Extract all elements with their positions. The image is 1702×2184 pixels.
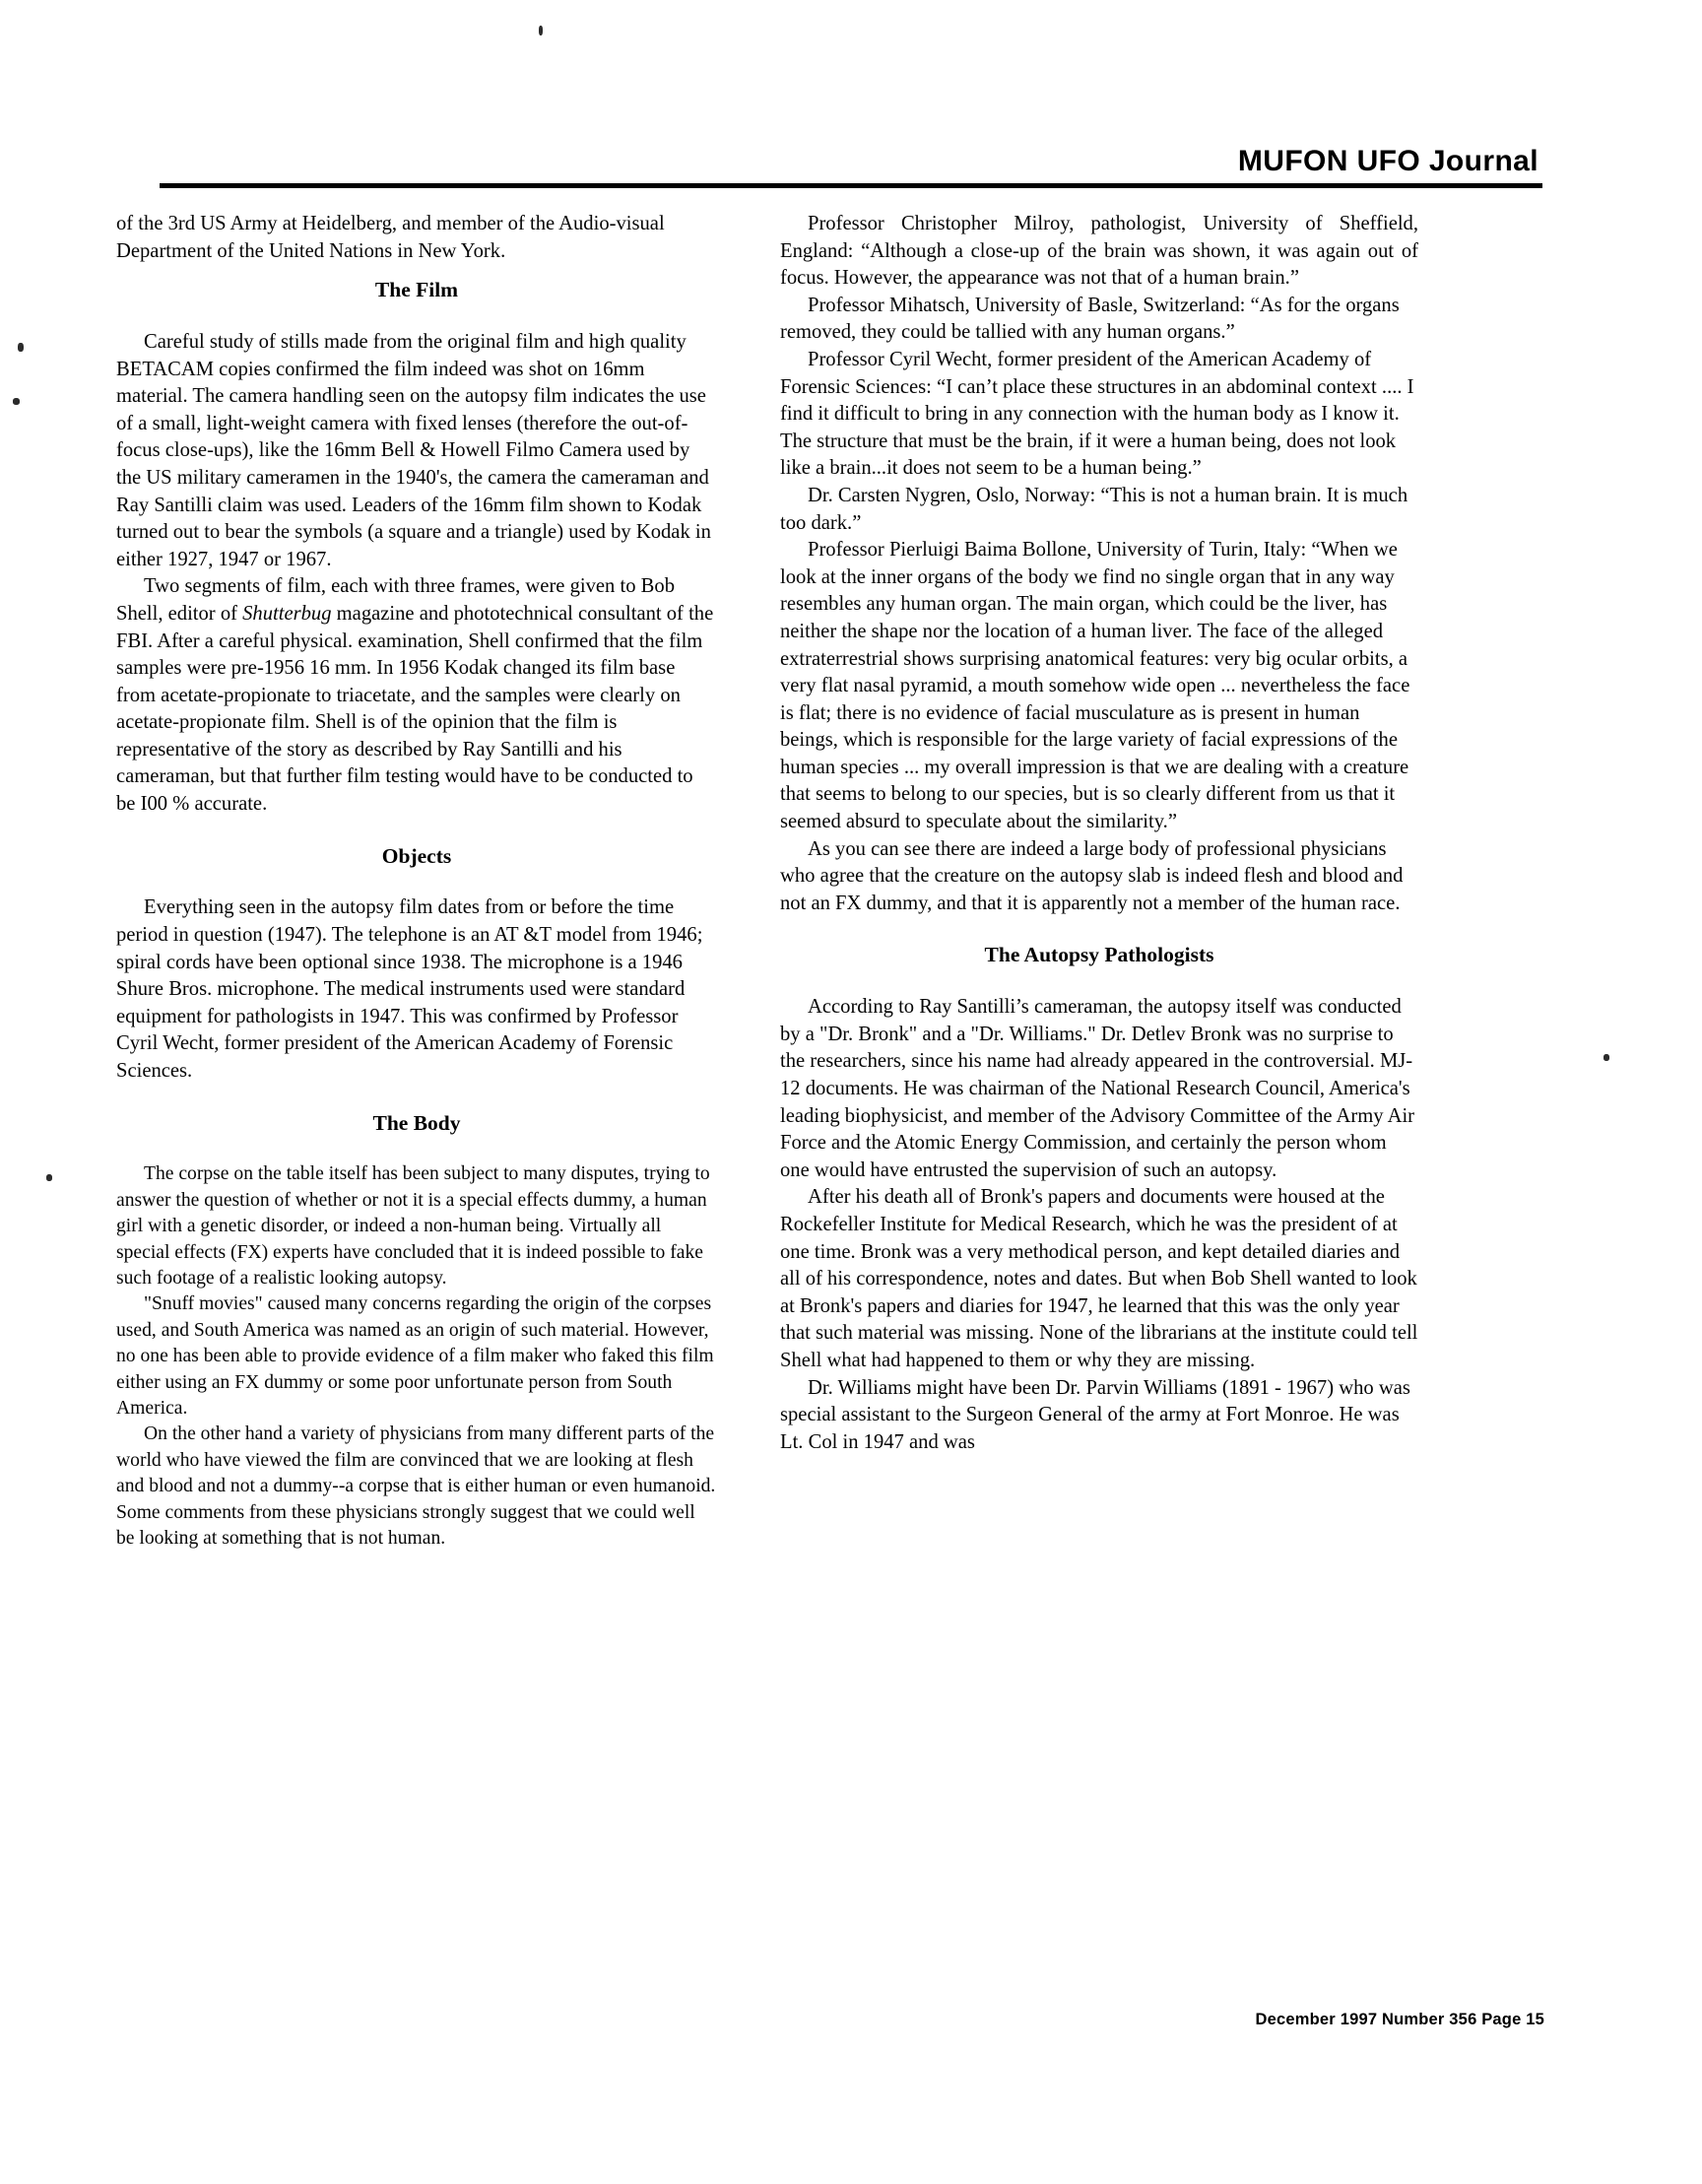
paragraph: "Snuff movies" caused many concerns regarding the origin of the corpses used, and South America was named as an origin of such material. However, no one has been able to provide evidence of a film maker who faked this film either using an FX dummy or some poor unfortunate person from South America. [116,1293,714,1420]
spacer [116,1136,717,1161]
scan-speck [13,398,20,405]
paragraph: Professor Mihatsch, University of Basle, Switzerland: “As for the organs removed, they could be tallied with any human organs.” [780,294,1400,344]
paragraph: As you can see there are indeed a large body of professional physicians who agree that the creature on the autopsy slab is indeed flesh and blood and not an FX dummy, and that it is apparently not a member of the human race. [780,837,1404,914]
spacer [116,265,717,278]
paragraph: Professor Cyril Wecht, former president of the American Academy of Forensic Sciences: “I can’t place these structures in an abdominal context .... I find it difficult to bring in any connection with the human body as I know it. The structure that must be the brain, if it were a human being, does not look like a brain...it does not seem to be a human being.” [780,348,1414,480]
scan-speck [1604,1054,1609,1061]
section-heading-the-film: The Film [374,278,459,302]
paragraph: Dr. Carsten Nygren, Oslo, Norway: “This is not a human brain. It is much too dark.” [780,484,1408,534]
spacer [116,1086,717,1111]
paragraph: Dr. Williams might have been Dr. Parvin Williams (1891 - 1967) who was special assistant to the Surgeon General of the army at Fort Monroe. He was Lt. Col in 1947 and was [780,1376,1410,1453]
paragraph: After his death all of Bronk's papers and documents were housed at the Rockefeller Institute for Medical Research, which he was the president of at one time. Bronk was a very methodical person, and kept detailed diaries and all of his correspondence, notes and dates. But when Bob Shell wanted to look at Bronk's papers and diaries for 1947, he learned that this was the only year that such material was missing. None of the librarians at the institute could tell Shell what had happened to them or why they are missing. [780,1186,1418,1371]
scan-speck [46,1174,52,1181]
spacer [780,917,1418,943]
article-columns [116,211,1564,1984]
paragraph: Careful study of stills made from the original film and high quality BETACAM copies confirmed the film indeed was shot on 16mm material. The camera handling seen on the autopsy film indicates the use of a small, light-weight camera with fixed lenses (therefore the out-of-focus close-ups), like the 16mm Bell & Howell Filmo Camera used by the US military cameramen in the 1940's, the camera the cameraman and Ray Santilli claim was used. Leaders of the 16mm film shown to Kodak turned out to bear the symbols (a square and a triangle) used by Kodak in either 1927, 1947 or 1967. [116,330,711,570]
scan-speck [18,343,24,352]
paragraph-with-italic [116,573,717,818]
scan-speck [539,26,543,35]
paragraph: Professor Pierluigi Baima Bollone, University of Turin, Italy: “When we look at the inner organs of the body we find no single organ that in any way resembles any human organ. The main organ, which could be the liver, has neither the shape nor the location of a human liver. The face of the alleged extraterrestrial shows surprising anatomical features: very big ocular orbits, a very flat nasal pyramid, a mouth somehow wide open ... nevertheless the face is flat; there is no evidence of facial musculature as is present in human beings, which is responsible for the large variety of facial expressions of the human species ... my overall impression is that we are dealing with a creature that seems to belong to our species, but is so clearly different from us that it seemed absurd to speculate about the similarity.” [780,539,1410,833]
page-footer: December 1997 Number 356 Page 15 [1255,2011,1544,2028]
masthead [160,146,1542,188]
paragraph: Professor Christopher Milroy, pathologist, University of Sheffield, England: “Although a close-up of the brain was shown, it was again out of focus. However, the appearance was not that of a human brain.” [780,213,1418,290]
magazine-title-italic: Shutterbug [242,602,332,625]
right-column [780,211,1418,1984]
spacer [116,303,717,329]
section-heading-objects: Objects [381,843,452,868]
masthead-divider [160,183,1542,188]
journal-title: MUFON UFO Journal [1237,145,1538,177]
paragraph-part-a: Two segments of film, each with three frames, were given to Bob Shell, editor of [116,575,675,625]
spacer [116,869,717,894]
paragraph-part-b: magazine and phototechnical consultant of the FBI. After a careful physical. examination, Shell confirmed that the film samples were pre-1956 16 mm. In 1956 Kodak changed its film base from acetate-propionate to triacetate, and the samples were clearly on acetate-propionate film. Shell is of the opinion that the film is representative of the story as described by Ray Santilli and his cameraman, but that further film testing would have to be conducted to be I00 % accurate. [116,602,714,816]
left-column [116,211,717,1984]
paragraph: According to Ray Santilli’s cameraman, the autopsy itself was conducted by a "Dr. Bronk" and a "Dr. Williams." Dr. Detlev Bronk was no surprise to the researchers, since his name had already appeared in the controversial. MJ-12 documents. He was chairman of the National Research Council, America's leading biophysicist, and member of the Advisory Committee of the Army Air Force and the Atomic Energy Commission, and certainly the person whom one would have entrusted the supervision of such an autopsy. [780,996,1415,1181]
paragraph: Everything seen in the autopsy film dates from or before the time period in question (1947). The telephone is an AT &T model from 1946; spiral cords have been optional since 1938. The microphone is a 1946 Shure Bros. microphone. The medical instruments used were standard equipment for pathologists in 1947. This was confirmed by Professor Cyril Wecht, former president of the American Academy of Forensic Sciences. [116,896,703,1083]
section-heading-the-body: The Body [372,1110,461,1135]
section-heading-the-autopsy-pathologists: The Autopsy Pathologists [984,943,1214,967]
paragraph: The corpse on the table itself has been subject to many disputes, trying to answer the question of whether or not it is a special effects dummy, a human girl with a genetic disorder, or indeed a non-human being. Virtually all special effects (FX) experts have concluded that it is indeed possible to fake such footage of a realistic looking autopsy. [116,1163,710,1290]
paragraph: On the other hand a variety of physicians from many different parts of the world who have viewed the film are convinced that we are looking at flesh and blood and not a dummy--a corpse that is either human or even humanoid. Some comments from these physicians strongly suggest that we could well be looking at something that is not human. [116,1423,716,1550]
spacer [780,968,1418,994]
spacer [116,819,717,844]
paragraph: of the 3rd US Army at Heidelberg, and member of the Audio-visual Department of the United Nations in New York. [116,213,665,262]
